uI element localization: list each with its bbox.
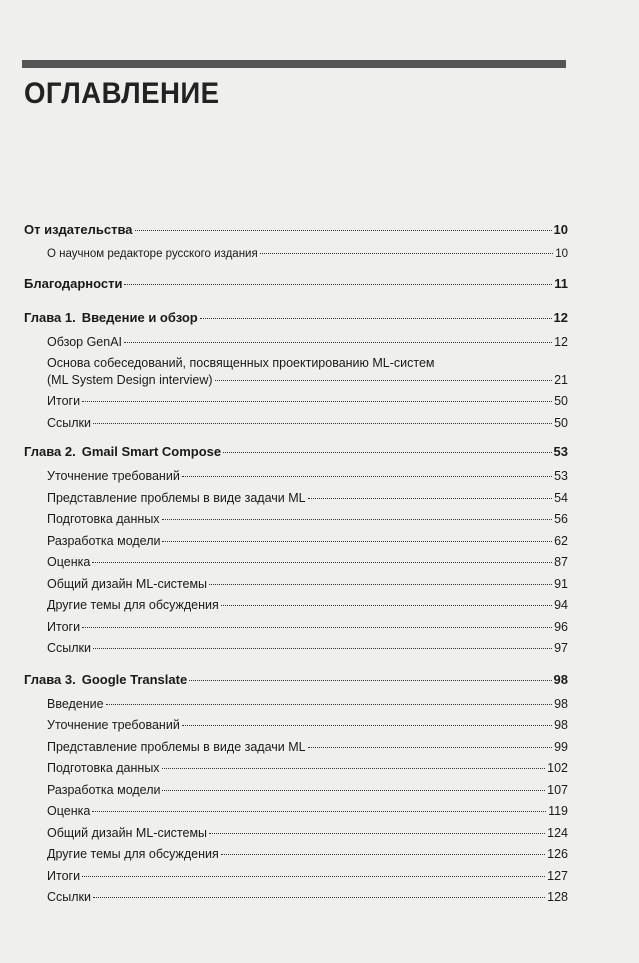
toc-entry bbox=[24, 511, 568, 533]
toc-entry bbox=[24, 619, 568, 641]
dot-leader bbox=[162, 541, 552, 542]
table-of-contents bbox=[24, 222, 568, 911]
toc-page-number: 62 bbox=[554, 533, 568, 548]
page-title: ОГЛАВЛЕНИЕ bbox=[24, 77, 220, 110]
dot-leader bbox=[93, 897, 545, 898]
dot-leader bbox=[124, 342, 552, 343]
toc-page-number: 126 bbox=[547, 847, 568, 861]
toc-page-number: 99 bbox=[554, 739, 568, 754]
toc-entry-label: Gmail Smart Compose bbox=[81, 444, 222, 459]
toc-entry bbox=[24, 696, 568, 718]
toc-page-number: 107 bbox=[547, 782, 568, 797]
toc-entry bbox=[24, 334, 568, 356]
toc-entry-label: Оценка bbox=[47, 555, 91, 569]
toc-entry-label: Ссылки bbox=[47, 641, 92, 655]
toc-page-number: 10 bbox=[555, 248, 568, 260]
dot-leader bbox=[308, 747, 552, 748]
toc-entry bbox=[24, 554, 568, 576]
toc-page-number: 11 bbox=[554, 275, 568, 291]
toc-page-number: 87 bbox=[554, 555, 568, 569]
toc-entry bbox=[24, 490, 568, 512]
toc-entry-label: Другие темы для обсуждения bbox=[47, 847, 219, 861]
toc-entry-label-continued: (ML System Design interview) bbox=[47, 373, 213, 387]
dot-leader bbox=[162, 768, 546, 769]
toc-entry-label: Ссылки bbox=[47, 415, 92, 430]
toc-entry bbox=[24, 739, 568, 761]
toc-entry bbox=[24, 246, 568, 268]
toc-entry-label: Представление проблемы в виде задачи ML bbox=[47, 739, 306, 754]
toc-entry bbox=[24, 846, 568, 868]
toc-entry-label: Представление проблемы в виде задачи ML bbox=[47, 490, 306, 505]
toc-entry-label: От издательства bbox=[24, 222, 133, 237]
toc-entry bbox=[24, 597, 568, 619]
dot-leader bbox=[308, 498, 552, 499]
dot-leader bbox=[221, 854, 545, 855]
toc-entry-label: Разработка модели bbox=[47, 782, 161, 797]
toc-chapter bbox=[24, 444, 568, 468]
toc-entry-label: Разработка модели bbox=[47, 533, 161, 548]
dot-leader bbox=[162, 519, 553, 520]
toc-entry-label: Введение и обзор bbox=[81, 309, 198, 325]
dot-leader bbox=[93, 423, 552, 424]
toc-chapter bbox=[24, 672, 568, 696]
toc-page-number: 53 bbox=[553, 444, 568, 459]
toc-entry-label: Подготовка данных bbox=[47, 512, 160, 526]
toc-entry-label: Общий дизайн ML-системы bbox=[47, 576, 208, 591]
toc-page-number: 96 bbox=[554, 619, 568, 634]
toc-entry-label: Общий дизайн ML-системы bbox=[47, 825, 208, 840]
toc-page-number: 97 bbox=[554, 641, 568, 655]
toc-entry-label: Основа собеседований, посвященных проектированию ML-систем bbox=[47, 356, 435, 370]
toc-entry-label: Итоги bbox=[47, 619, 81, 634]
dot-leader bbox=[200, 318, 552, 319]
chapter-number: Глава 2. bbox=[24, 444, 76, 459]
dot-leader bbox=[189, 680, 551, 681]
toc-entry bbox=[24, 222, 568, 246]
toc-entry bbox=[24, 393, 568, 415]
dot-leader bbox=[82, 876, 545, 877]
toc-entry bbox=[24, 276, 568, 300]
dot-leader bbox=[182, 725, 552, 726]
toc-page-number: 102 bbox=[547, 761, 568, 775]
header-rule bbox=[22, 60, 566, 68]
toc-page-number: 53 bbox=[554, 469, 568, 483]
toc-entry-label: Уточнение требований bbox=[47, 469, 180, 483]
toc-page-number: 91 bbox=[554, 576, 568, 591]
dot-leader bbox=[106, 704, 552, 705]
toc-page-number: 10 bbox=[553, 222, 568, 237]
toc-entry bbox=[24, 576, 568, 598]
toc-page-number: 21 bbox=[554, 373, 568, 387]
toc-entry-label: Ссылки bbox=[47, 890, 92, 904]
dot-leader bbox=[92, 562, 552, 563]
toc-entry bbox=[24, 640, 568, 662]
toc-page-number: 56 bbox=[554, 512, 568, 526]
dot-leader bbox=[209, 584, 552, 585]
toc-page-number: 98 bbox=[554, 718, 568, 732]
toc-entry bbox=[24, 355, 568, 393]
toc-page-number: 12 bbox=[553, 309, 568, 325]
toc-entry-label: Обзор GenAI bbox=[47, 334, 123, 349]
toc-page-number: 128 bbox=[547, 890, 568, 904]
dot-leader bbox=[215, 380, 553, 381]
toc-page-number: 12 bbox=[554, 334, 568, 349]
toc-page-number: 127 bbox=[547, 868, 568, 883]
dot-leader bbox=[124, 284, 552, 285]
dot-leader bbox=[221, 605, 552, 606]
toc-entry-label: Итоги bbox=[47, 394, 81, 408]
dot-leader bbox=[93, 648, 552, 649]
toc-entry-label: Другие темы для обсуждения bbox=[47, 598, 219, 612]
toc-entry-label: Благодарности bbox=[24, 275, 123, 291]
dot-leader bbox=[162, 790, 545, 791]
toc-entry bbox=[24, 468, 568, 490]
toc-page-number: 50 bbox=[554, 415, 568, 430]
dot-leader bbox=[92, 811, 546, 812]
toc-entry bbox=[24, 782, 568, 804]
toc-entry bbox=[24, 825, 568, 847]
dot-leader bbox=[209, 833, 545, 834]
toc-page-number: 98 bbox=[553, 671, 568, 687]
dot-leader bbox=[82, 627, 552, 628]
toc-entry bbox=[24, 868, 568, 890]
dot-leader bbox=[223, 452, 551, 453]
dot-leader bbox=[82, 401, 552, 402]
toc-entry-label: Подготовка данных bbox=[47, 761, 160, 775]
toc-entry-label: Google Translate bbox=[81, 671, 188, 687]
toc-entry bbox=[24, 717, 568, 739]
toc-entry-label: О научном редакторе русского издания bbox=[47, 248, 258, 260]
dot-leader bbox=[260, 253, 554, 254]
toc-entry-label: Итоги bbox=[47, 868, 81, 883]
toc-entry bbox=[24, 803, 568, 825]
toc-page-number: 124 bbox=[547, 825, 568, 840]
toc-page-number: 98 bbox=[554, 696, 568, 711]
chapter-number: Глава 1. bbox=[24, 309, 76, 325]
toc-entry bbox=[24, 760, 568, 782]
toc-entry bbox=[24, 533, 568, 555]
toc-page-number: 54 bbox=[554, 490, 568, 505]
dot-leader bbox=[182, 476, 552, 477]
toc-page-number: 50 bbox=[554, 394, 568, 408]
dot-leader bbox=[135, 230, 552, 231]
toc-entry bbox=[24, 415, 568, 437]
toc-chapter bbox=[24, 310, 568, 334]
chapter-number: Глава 3. bbox=[24, 671, 76, 687]
toc-entry-label: Оценка bbox=[47, 804, 91, 818]
toc-page-number: 119 bbox=[548, 804, 568, 818]
toc-entry-label: Введение bbox=[47, 696, 104, 711]
toc-entry-label: Уточнение требований bbox=[47, 718, 180, 732]
toc-page-number: 94 bbox=[554, 598, 568, 612]
toc-entry bbox=[24, 889, 568, 911]
